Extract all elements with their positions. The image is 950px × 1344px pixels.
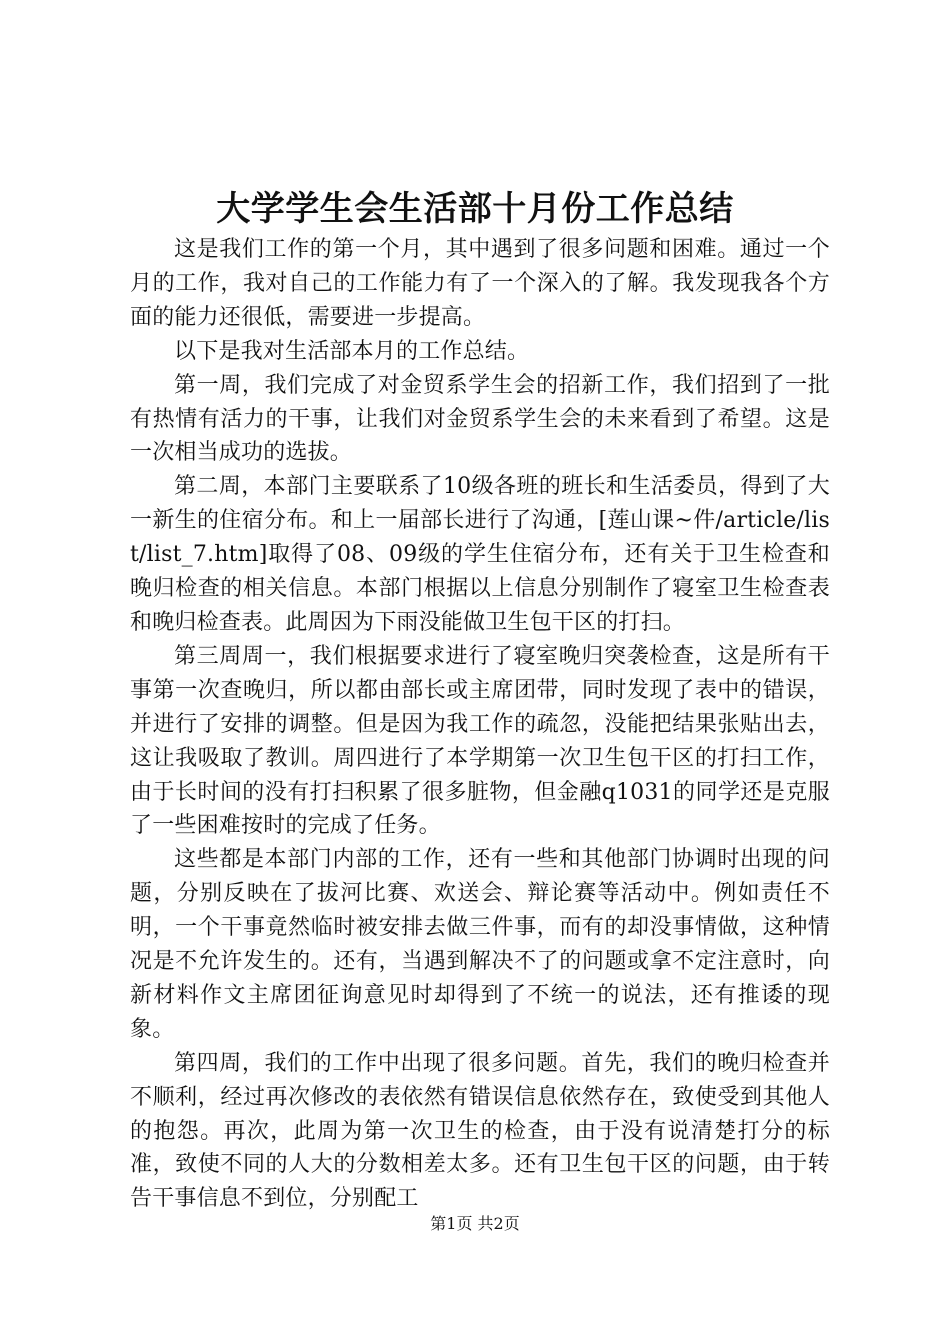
paragraph: 以下是我对生活部本月的工作总结。 [174, 338, 530, 364]
paragraph: 第三周周一，我们根据要求进行了寝室晚归突袭检查，这是所有干事第一次查晚归，所以都由部长或主席团带，同时发现了表中的错误，并进行了安排的调整。但是因为我工作的疏忽，没能把结果张贴出去，这让我吸取了教训。周四进行了本学期第一次卫生包干区的打扫工作，由于长时间的没有打扫积累了很多脏物，但金融q1031的同学还是克服了一些困难按时的完成了任务。 [130, 643, 830, 839]
paragraph: 这是我们工作的第一个月，其中遇到了很多问题和困难。通过一个月的工作，我对自己的工作能力有了一个深入的了解。我发现我各个方面的能力还很低，需要进一步提高。 [130, 237, 830, 330]
paragraph: 第四周，我们的工作中出现了很多问题。首先，我们的晚归检查并不顺利，经过再次修改的表依然有错误信息依然存在，致使受到其他人的抱怨。再次，此周为第一次卫生的检查，由于没有说清楚打分的标准，致使不同的人大的分数相差太多。还有卫生包干区的问题，由于转告干事信息不到位，分别配工 [130, 1050, 830, 1212]
document-title: 大学学生会生活部十月份工作总结 [216, 189, 734, 229]
document-body [130, 233, 830, 1216]
page-number-footer: 第1页 共2页 [430, 1214, 520, 1233]
paragraph: 这些都是本部门内部的工作，还有一些和其他部门协调时出现的问题，分别反映在了拔河比赛、欢送会、辩论赛等活动中。例如责任不明，一个干事竟然临时被安排去做三件事，而有的却没事情做，这种情况是不允许发生的。还有，当遇到解决不了的问题或拿不定注意时，向新材料作文主席团征询意见时却得到了不统一的说法，还有推诿的现象。 [130, 847, 830, 1042]
paragraph: 第一周，我们完成了对金贸系学生会的招新工作，我们招到了一批有热情有活力的干事，让我们对金贸系学生会的未来看到了希望。这是一次相当成功的选拔。 [130, 372, 830, 466]
paragraph: 第二周，本部门主要联系了10级各班的班长和生活委员，得到了大一新生的住宿分布。和上一届部长进行了沟通，[莲山课~件/article/list/list_7.htm]取得了08、09级的学生住宿分布，还有关于卫生检查和晚归检查的相关信息。本部门根据以上信息分别制作了寝室卫生检查表和晚归检查表。此周因为下雨没能做卫生包干区的打扫。 [130, 474, 830, 635]
